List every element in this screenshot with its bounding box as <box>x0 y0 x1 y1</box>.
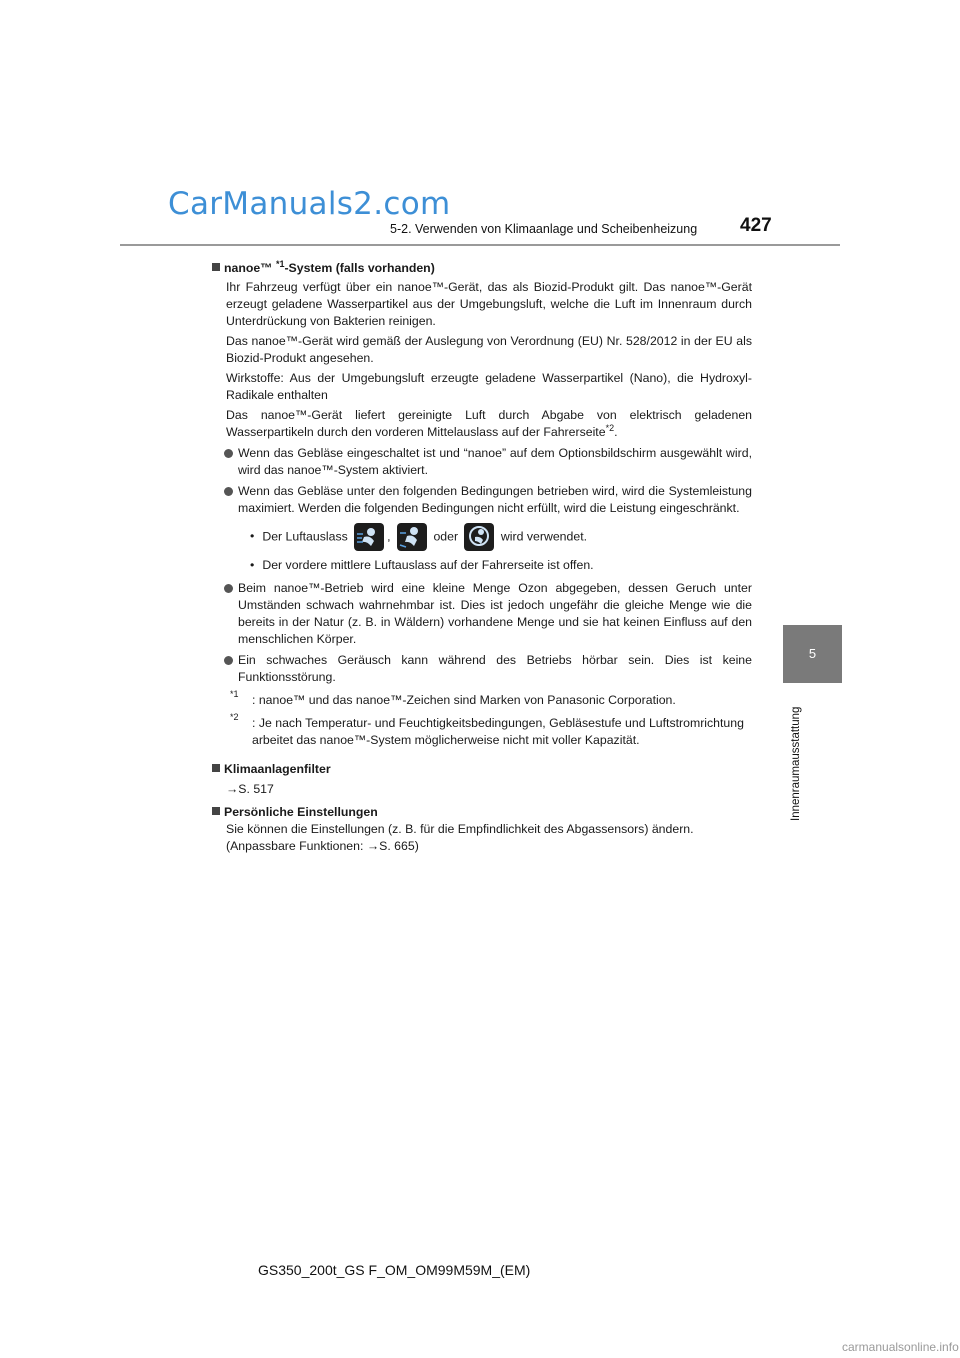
nanoe-heading: nanoe™ $^{*1}$-System (falls vorhanden) <box>212 260 752 277</box>
custom-functions-reference[interactable]: (Anpassbare Funktionen: →S. 665) <box>226 839 419 853</box>
document-code: GS350_200t_GS F_OM_OM99M59M_(EM) <box>258 1262 531 1278</box>
filter-heading: Klimaanlagenfilter <box>212 761 752 778</box>
page-number: 427 <box>740 215 772 236</box>
bullet-dot-icon <box>224 584 233 593</box>
square-bullet-icon <box>212 263 220 271</box>
footnote-ref[interactable]: *2 <box>605 422 615 433</box>
chapter-tab[interactable]: 5 <box>783 625 842 683</box>
paragraph: Das nanoe™-Gerät wird gemäß der Auslegung von Verordnung (EU) Nr. 528/2012 in der EU als Biozid-Produkt angesehen. <box>226 334 752 365</box>
bullet-dot-icon <box>224 487 233 496</box>
site-watermark: carmanualsonline.info <box>842 1340 959 1354</box>
bullet-item: Beim nanoe™-Betrieb wird eine kleine Menge Ozon abgegeben, dessen Geruch unter Umständen schwach wahrnehmbar ist. Dies ist jedoch ungefähr die gleiche Menge wie die bereits in der Natur (z. B. in Wäldern) vorhandene Menge und sie hat keinen Einfluss auf den menschlichen Körper. <box>212 580 752 648</box>
bullet-dot-icon <box>224 449 233 458</box>
bullet-item: Wenn das Gebläse eingeschaltet ist und “nanoe” auf dem Optionsbildschirm ausgewählt wird, wird das nanoe™-System aktiviert. <box>212 445 752 479</box>
filter-reference-link[interactable]: →S. 517 <box>226 782 274 796</box>
bullet-item: Ein schwaches Geräusch kann während des Betriebs hörbar sein. Dies ist keine Funktionsstörung. <box>212 652 752 686</box>
page-content <box>212 256 752 855</box>
square-bullet-icon <box>212 807 220 815</box>
bullet-dot-icon <box>224 656 233 665</box>
vent-face-icon <box>354 523 384 551</box>
bullet-item: Wenn das Gebläse unter den folgenden Bedingungen betrieben wird, wird die Systemleistung maximiert. Werden die folgenden Bedingungen nicht erfüllt, wird die Leistung eingeschränkt. <box>212 483 752 517</box>
paragraph: Das nanoe™-Gerät liefert gereinigte Luft durch Abgabe von elektrisch geladenen Wasserpartikeln durch den vorderen Mittelauslass auf der Fahrerseite$^{*2}$. <box>226 408 752 439</box>
sub-item: • Der vordere mittlere Luftauslass auf der Fahrerseite ist offen. <box>250 558 594 572</box>
section-title: 5-2. Verwenden von Klimaanlage und Scheibenheizung <box>390 222 698 236</box>
chapter-label: Innenraumausstattung <box>790 706 802 821</box>
paragraph: Ihr Fahrzeug verfügt über ein nanoe™-Gerät, das als Biozid-Produkt gilt. Das nanoe™-Gerät erzeugt geladene Wasserpartikel aus der Umgebungsluft, welche die Luft im Innenraum durch Unterdrückung von Bakterien reinigen. <box>226 280 752 328</box>
watermark-logo: CarManuals2.com <box>168 186 451 222</box>
vent-face-feet-icon <box>397 523 427 551</box>
footnote-2: $^{*2}$ : Je nach Temperatur- und Feuchtigkeitsbedingungen, Gebläsestufe und Luftstromrichtung arbeitet das nanoe™-System möglicherweise nicht mit voller Kapazität. <box>230 711 744 747</box>
header-divider <box>120 244 840 246</box>
sub-item: • Der Luftauslass , oder wird verwendet. <box>212 523 752 551</box>
square-bullet-icon <box>212 764 220 772</box>
footnote-1: $^{*1}$ : nanoe™ und das nanoe™-Zeichen sind Marken von Panasonic Corporation. <box>230 688 676 707</box>
paragraph: Sie können die Einstellungen (z. B. für die Empfindlichkeit des Abgassensors) ändern. <box>226 822 694 836</box>
paragraph: Wirkstoffe: Aus der Umgebungsluft erzeugte geladene Wasserpartikel (Nano), die Hydroxyl-Radikale enthalten <box>226 371 752 402</box>
vent-feet-icon <box>464 523 494 551</box>
personal-settings-heading: Persönliche Einstellungen <box>212 804 752 821</box>
